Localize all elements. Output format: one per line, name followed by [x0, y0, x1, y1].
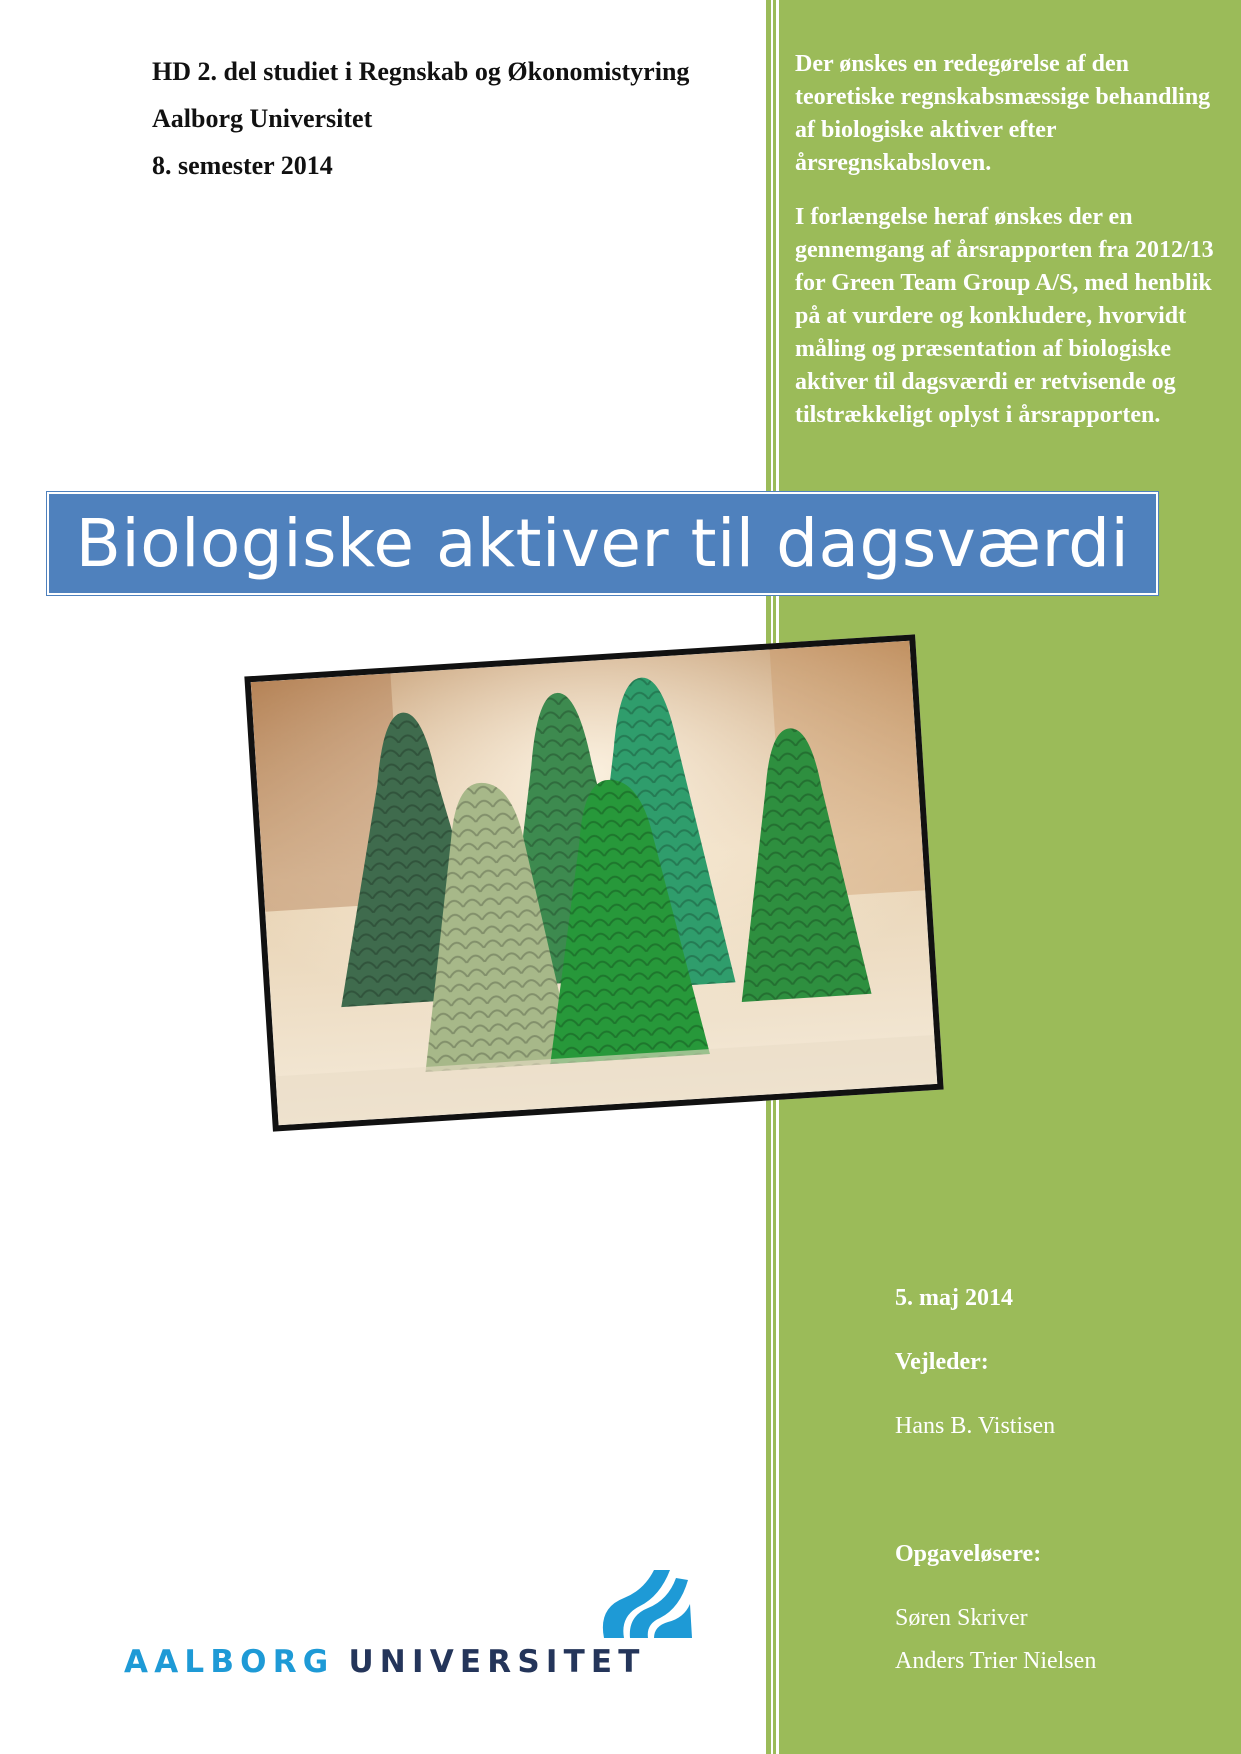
date: 5. maj 2014 — [895, 1285, 1013, 1311]
intro-paragraph-1: Der ønskes en redegørelse af den teoretiske regnskabsmæssige behandling af biologiske aktiver efter årsregnskabsloven. — [795, 51, 1211, 176]
university-logo — [124, 1568, 739, 1680]
document-title: Biologiske aktiver til dagsværdi — [75, 505, 1130, 582]
title-bar — [47, 492, 1158, 595]
header-block — [152, 48, 752, 189]
university-name: Aalborg Universitet — [152, 104, 373, 133]
cover-photo — [244, 634, 943, 1131]
supervisor-name: Hans B. Vistisen — [895, 1413, 1056, 1439]
logo-word-aalborg: AALBORG — [124, 1644, 335, 1680]
supervisor-label: Vejleder: — [895, 1349, 989, 1375]
author-name: Søren Skriver — [895, 1605, 1028, 1631]
waves-logo-icon — [584, 1568, 694, 1640]
intro-paragraph-2: I forlængelse heraf ønskes der en gennemgang af årsrapporten fra 2012/13 for Green Team Group A/S, med henblik på at vurdere og konkludere, hvorvidt måling og præsentation af biologiske aktiver til dagsværdi er retvisende og tilstrækkeligt oplyst i årsrapporten. — [795, 204, 1214, 428]
semester: 8. semester 2014 — [152, 151, 333, 180]
author-name: Anders Trier Nielsen — [895, 1648, 1097, 1674]
crochet-trees-image — [251, 641, 938, 1126]
logo-wordmark — [124, 1644, 646, 1680]
authors-label: Opgaveløsere: — [895, 1541, 1042, 1567]
logo-word-universitet: UNIVERSITET — [348, 1644, 646, 1680]
intro-text — [795, 48, 1215, 453]
study-program: HD 2. del studiet i Regnskab og Økonomistyring — [152, 57, 690, 86]
